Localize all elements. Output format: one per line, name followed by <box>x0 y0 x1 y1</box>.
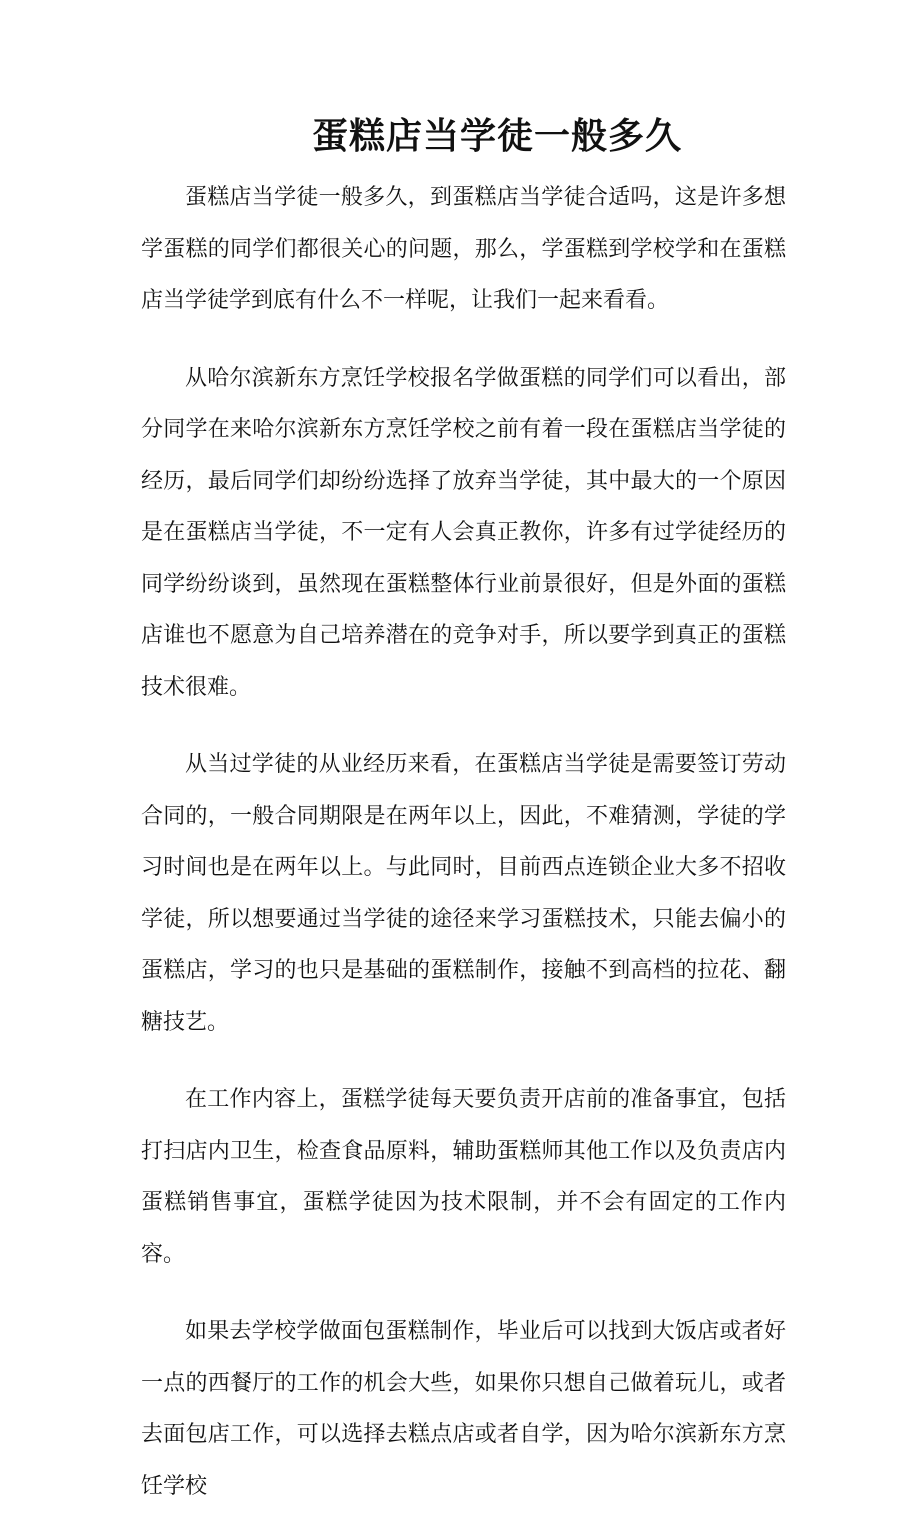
paragraph-4: 在工作内容上，蛋糕学徒每天要负责开店前的准备事宜，包括打扫店内卫生，检查食品原料，辅助蛋糕师其他工作以及负责店内蛋糕销售事宜，蛋糕学徒因为技术限制，并不会有固定的工作内容。 <box>141 1087 786 1267</box>
paragraph-2: 从哈尔滨新东方烹饪学校报名学做蛋糕的同学们可以看出，部分同学在来哈尔滨新东方烹饪学校之前有着一段在蛋糕店当学徒的经历，最后同学们却纷纷选择了放弃当学徒，其中最大的一个原因是在蛋糕店当学徒，不一定有人会真正教你，许多有过学徒经历的同学纷纷谈到，虽然现在蛋糕整体行业前景很好，但是外面的蛋糕店谁也不愿意为自己培养潜在的竞争对手，所以要学到真正的蛋糕技术很难。 <box>141 365 786 700</box>
document-body <box>141 172 786 1538</box>
paragraph-3: 从当过学徒的从业经历来看，在蛋糕店当学徒是需要签订劳动合同的，一般合同期限是在两年以上，因此，不难猜测，学徒的学习时间也是在两年以上。与此同时，目前西点连锁企业大多不招收学徒，所以想要通过当学徒的途径来学习蛋糕技术，只能去偏小的蛋糕店，学习的也只是基础的蛋糕制作，接触不到高档的拉花、翻糖技艺。 <box>141 752 786 1035</box>
document-title: 蛋糕店当学徒一般多久 <box>311 115 682 157</box>
paragraph-5: 如果去学校学做面包蛋糕制作，毕业后可以找到大饭店或者好一点的西餐厅的工作的机会大些，如果你只想自己做着玩儿，或者去面包店工作，可以选择去糕点店或者自学，因为哈尔滨新东方烹饪学校 <box>141 1319 786 1499</box>
paragraph-1: 蛋糕店当学徒一般多久，到蛋糕店当学徒合适吗，这是许多想学蛋糕的同学们都很关心的问题，那么，学蛋糕到学校学和在蛋糕店当学徒学到底有什么不一样呢，让我们一起来看看。 <box>141 185 786 313</box>
